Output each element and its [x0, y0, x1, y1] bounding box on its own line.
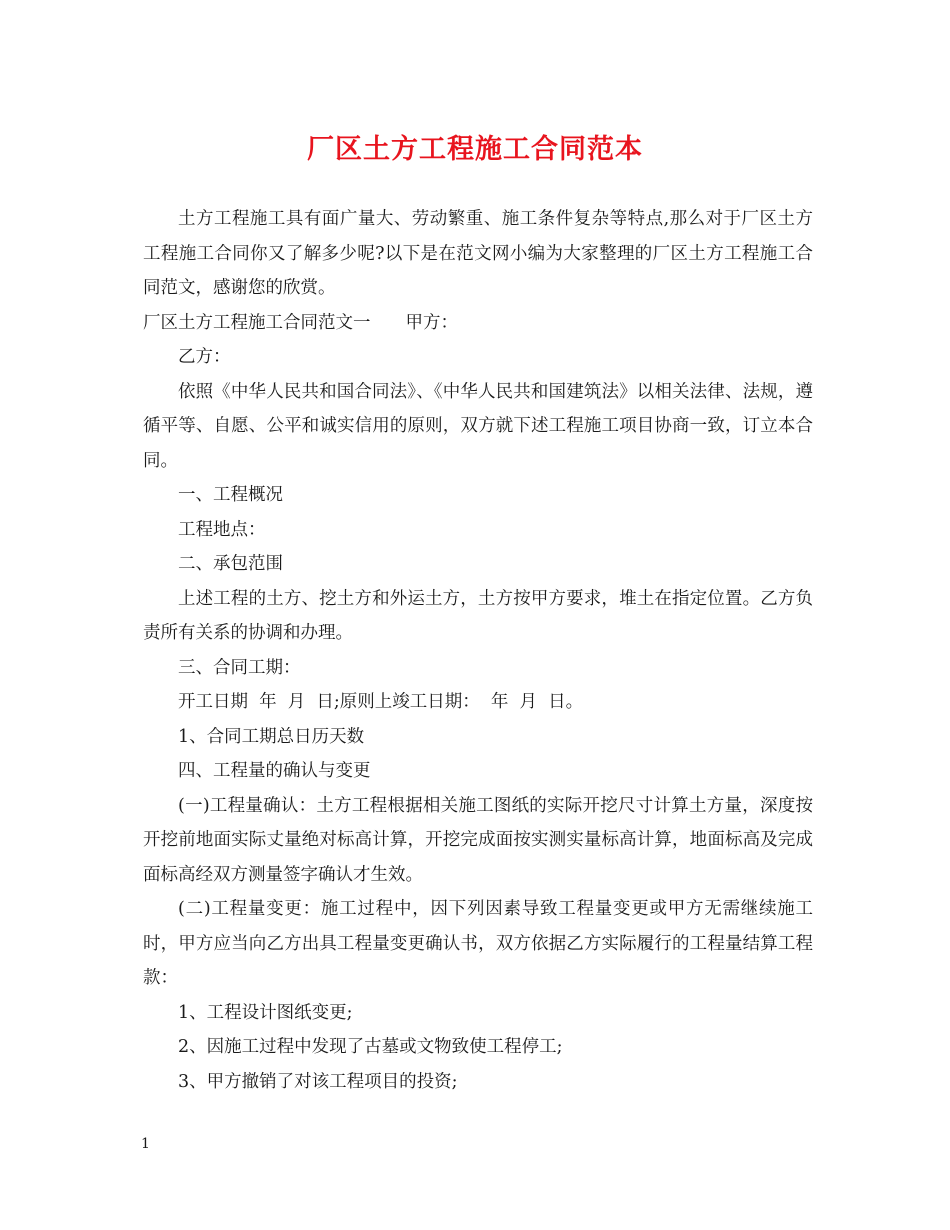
paragraph-dates: 开工日期 年 月 日;原则上竣工日期： 年 月 日。 [178, 692, 584, 712]
paragraph-basis: 依照《中华人民共和国合同法》、《中华人民共和国建筑法》以相关法律、法规，遵循平等、自愿、公平和诚实信用的原则，双方就下述工程施工项目协商一致，订立本合同。 [143, 381, 813, 471]
paragraph-intro: 土方工程施工具有面广量大、劳动繁重、施工条件复杂等特点,那么对于厂区土方工程施工合同你又了解多少呢?以下是在范文网小编为大家整理的厂区土方工程施工合同范文，感谢您的欣赏。 [143, 209, 813, 298]
paragraph-project-location: 工程地点： [178, 519, 266, 540]
heading-quantity: 四、工程量的确认与变更 [178, 761, 371, 781]
list-item-investment-cancelled: 3、甲方撤销了对该工程项目的投资; [178, 1071, 458, 1092]
paragraph-quantity-confirmation: (一)工程量确认：土方工程根据相关施工图纸的实际开挖尺寸计算土方量，深度按开挖前地面实际丈量绝对标高计算，开挖完成面按实测实量标高计算，地面标高及完成面标高经双方测量签字确认才生效。 [143, 795, 813, 885]
paragraph-party-b: 乙方： [178, 347, 231, 367]
heading-project-overview: 一、工程概况 [178, 485, 283, 505]
heading-scope: 二、承包范围 [178, 554, 283, 574]
list-item-design-change: 1、工程设计图纸变更; [178, 1002, 353, 1023]
paragraph-scope: 上述工程的土方、挖土方和外运土方，土方按甲方要求，堆土在指定位置。乙方负责所有关系的协调和办理。 [143, 588, 813, 643]
paragraph-quantity-change: (二)工程量变更：施工过程中，因下列因素导致工程量变更或甲方无需继续施工时，甲方应当向乙方出具工程量变更确认书，双方依据乙方实际履行的工程量结算工程款： [143, 899, 813, 988]
document-title: 厂区土方工程施工合同范本 [307, 134, 643, 165]
heading-contract-period: 三、合同工期： [178, 657, 301, 678]
paragraph-total-days: 1、合同工期总日历天数 [178, 726, 365, 747]
paragraph-party-a: 厂区土方工程施工合同范文一 甲方： [143, 312, 458, 333]
list-item-relics: 2、因施工过程中发现了古墓或文物致使工程停工; [178, 1037, 563, 1057]
document-body [143, 202, 813, 1099]
page-number: 1 [141, 1136, 150, 1152]
